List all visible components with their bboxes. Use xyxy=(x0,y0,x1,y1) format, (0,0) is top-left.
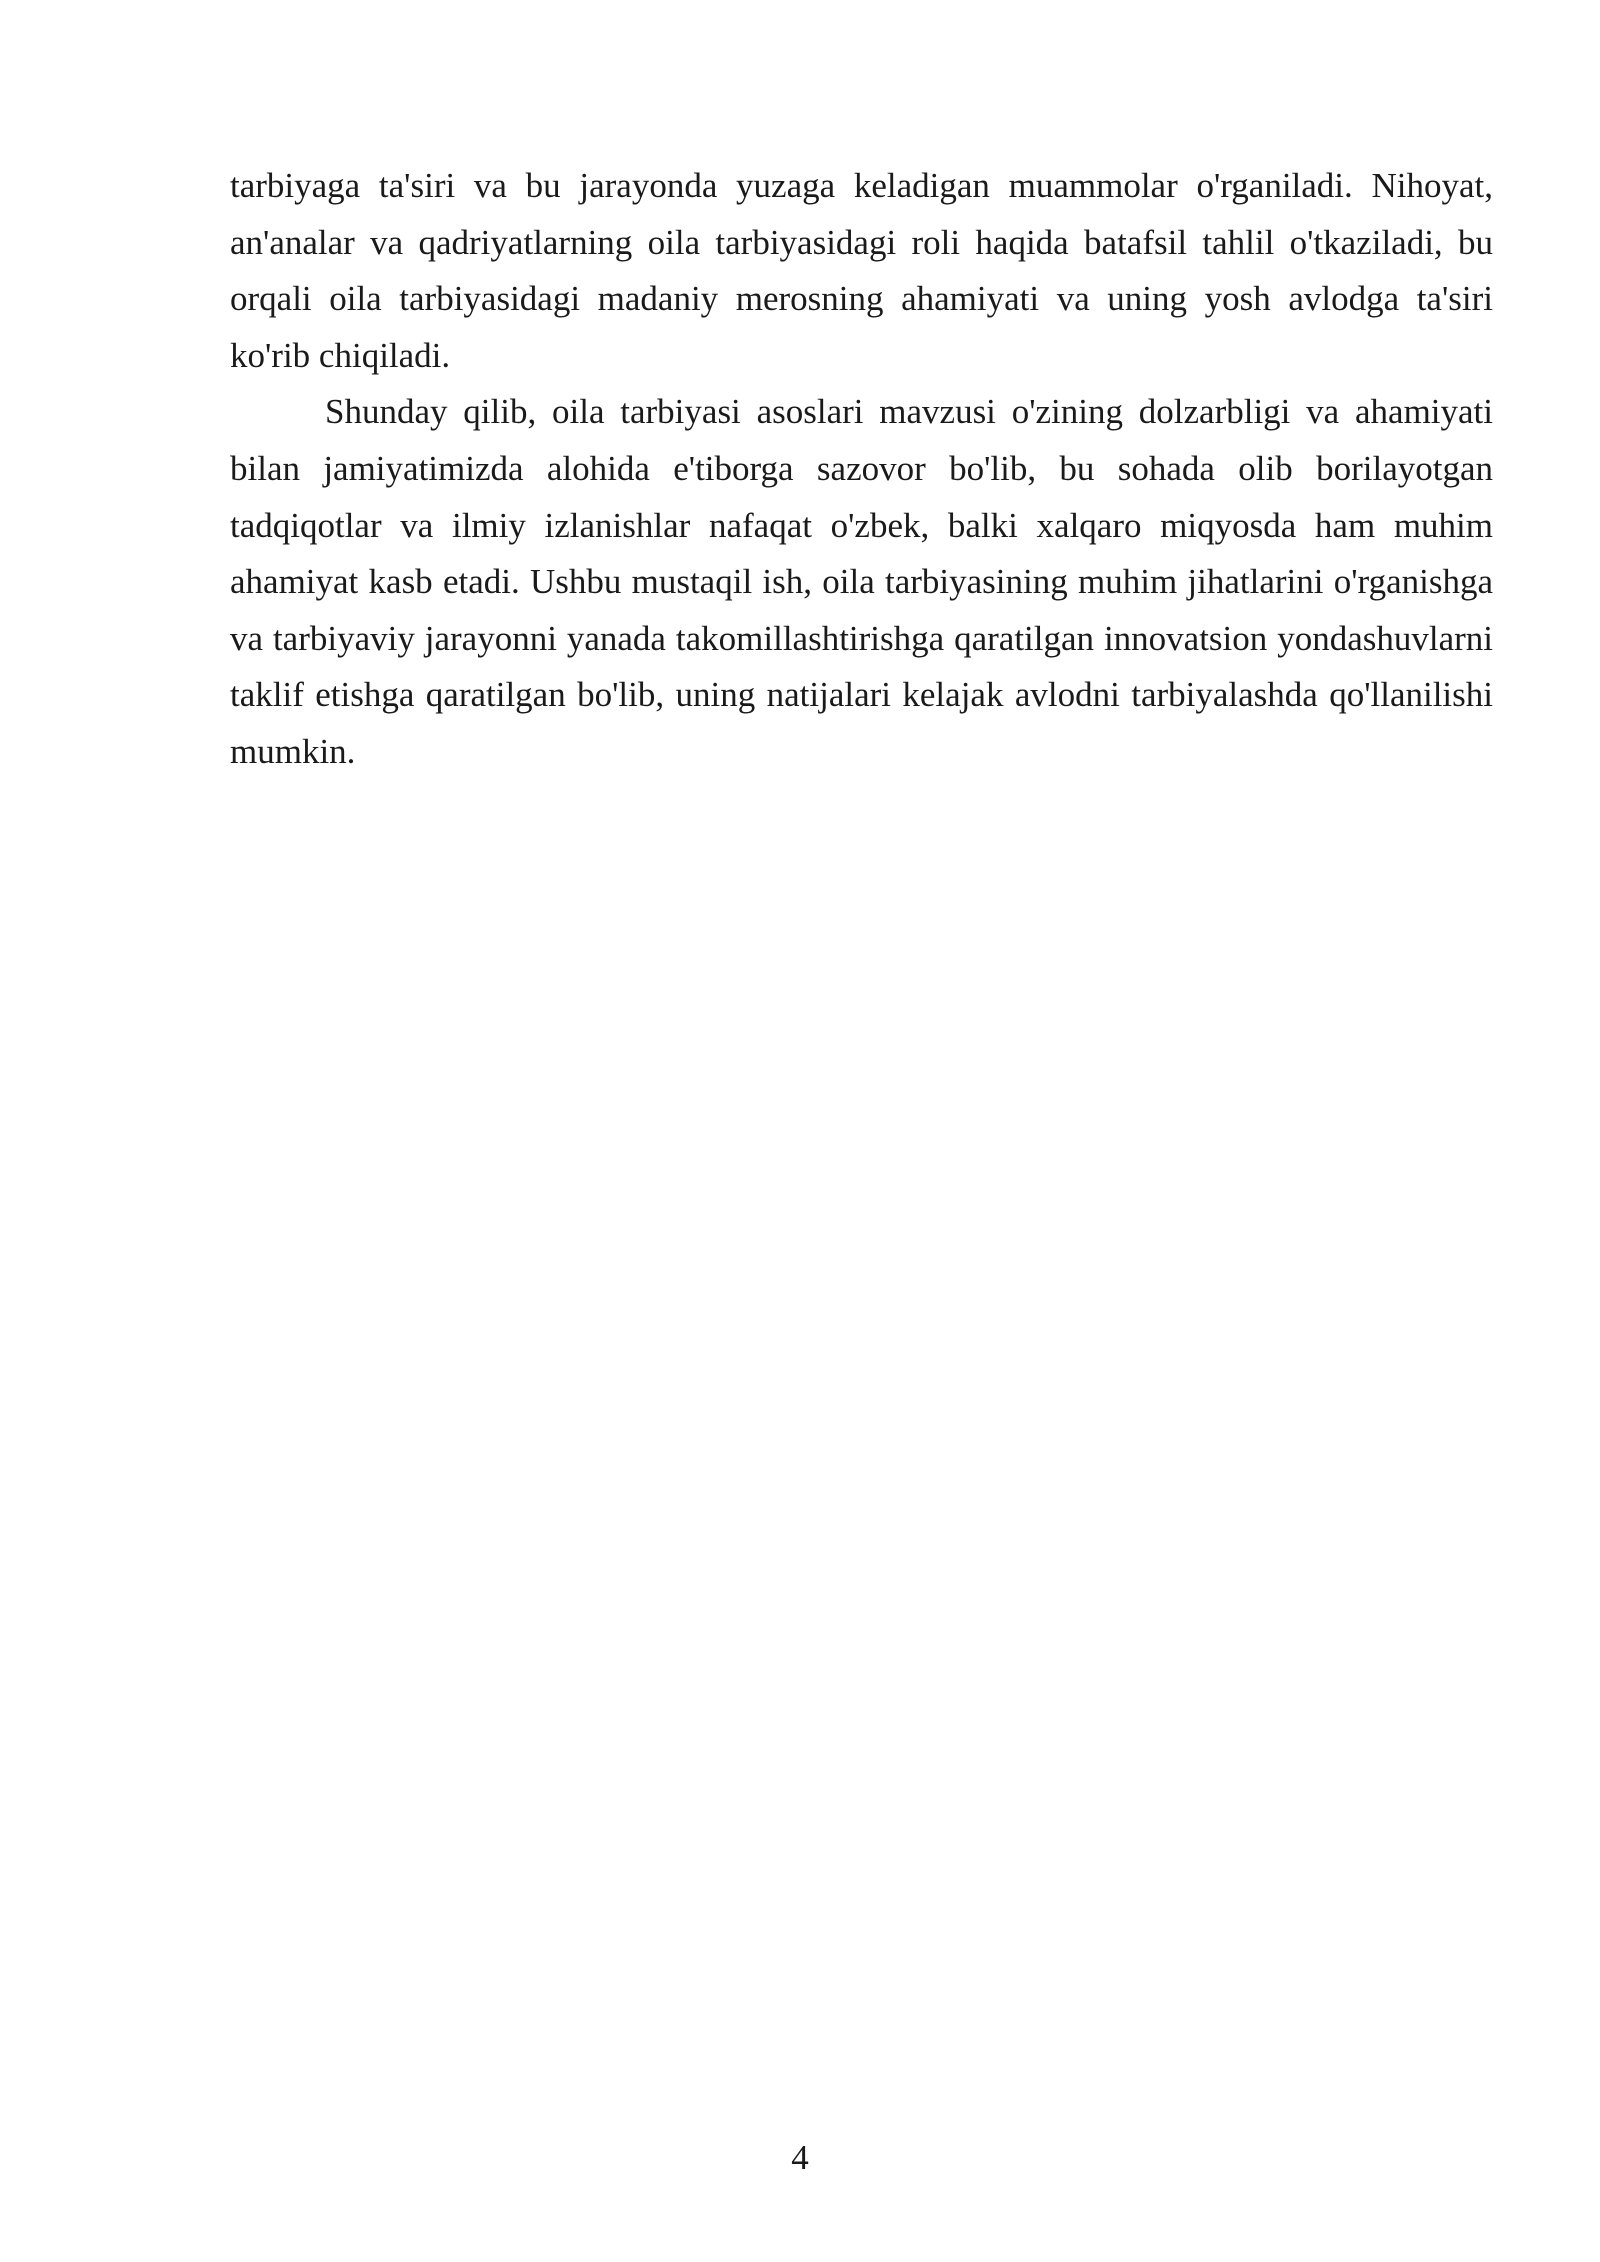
body-text xyxy=(230,158,1493,781)
paragraph-continuation: tarbiyaga ta'siri va bu jarayonda yuzaga keladigan muammolar o'rganiladi. Nihoyat, an'analar va qadriyatlarning oila tarbiyasidagi roli haqida batafsil tahlil o'tkaziladi, bu orqali oila tarbiyasidagi madaniy merosning ahamiyati va uning yosh avlodga ta'siri ko'rib chiqiladi. xyxy=(230,166,1493,375)
page-number: 4 xyxy=(791,2138,809,2177)
paragraph-conclusion: Shunday qilib, oila tarbiyasi asoslari mavzusi o'zining dolzarbligi va ahamiyati bilan jamiyatimizda alohida e'tiborga sazovor bo'lib, bu sohada olib borilayotgan tadqiqotlar va ilmiy izlanishlar nafaqat o'zbek, balki xalqaro miqyosda ham muhim ahamiyat kasb etadi. Ushbu mustaqil ish, oila tarbiyasining muhim jihatlarini o'rganishga va tarbiyaviy jarayonni yanada takomillashtirishga qaratilgan innovatsion yondashuvlarni taklif etishga qaratilgan bo'lib, uning natijalari kelajak avlodni tarbiyalashda qo'llanilishi mumkin. xyxy=(230,392,1493,771)
